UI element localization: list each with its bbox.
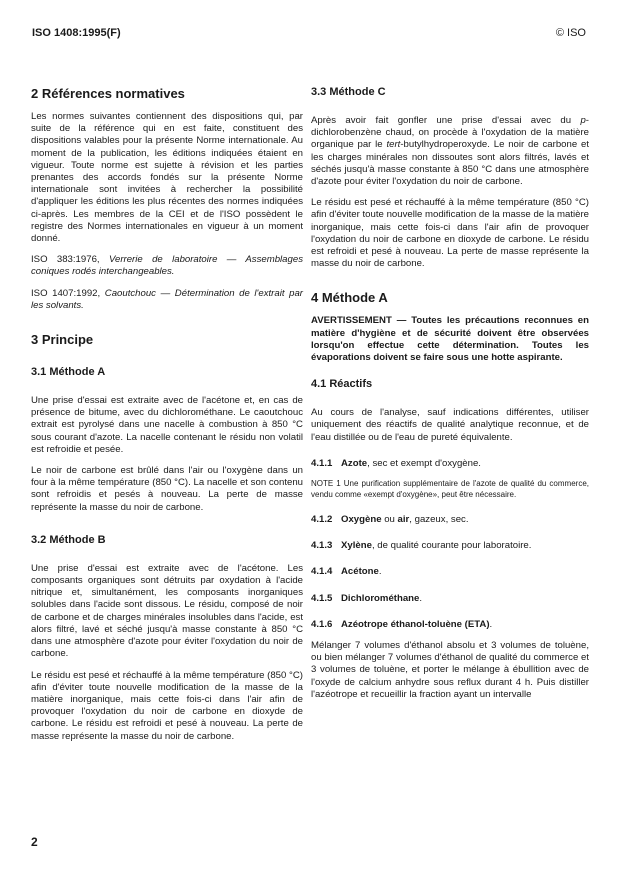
section-3-2-paragraph-2: Le résidu est pesé et réchauffé à la même température (850 °C) afin d'éviter toute nouvelle modification de la masse de la matière inorganique, mais cette fois-ci dans l'air afin de provoquer l'oxydation du noir de carbone en dioxyde de carbone. Le résidu est refroidi et pesé à nouveau. La perte de masse représente la masse du noir de carbone. [31, 669, 303, 742]
item-4-1-6: 4.1.6 Azéotrope éthanol-toluène (ETA). [311, 618, 493, 630]
reference-iso-383: ISO 383:1976, Verrerie de laboratoire — Assemblages coniques rodés interchangeables. [31, 254, 303, 278]
reference-iso-1407: ISO 1407:1992, Caoutchouc — Détermination de l'extrait par les solvants. [31, 287, 303, 311]
copyright-mark: © ISO [555, 27, 586, 39]
section-4-1-title: 4.1 Réactifs [311, 378, 373, 391]
section-3-title: 3 Principe [31, 332, 94, 348]
section-3-1-paragraph-2: Le noir de carbone est brûlé dans l'air ou l'oxygène dans un four à la même température (850 °C). La nacelle et son contenu sont refroidis et pesés à nouveau. La perte de masse représente la masse du noir de carbone. [31, 465, 303, 513]
item-4-1-4: 4.1.4 Acétone. [311, 566, 382, 578]
item-4-1-5: 4.1.5 Dichlorométhane. [311, 592, 423, 604]
item-4-1-1: 4.1.1 Azote, sec et exempt d'oxygène. [311, 457, 481, 469]
section-3-3-paragraph-1: Après avoir fait gonfler une prise d'essai avec du p-dichlorobenzène chaud, on procède à l'oxydation de la matière organique par le tert-butylhydroperoxyde. Le noir de carbone et les charges minérales non dissoutes sont alors filtrés, lavés et séchés jusqu'à masse constante à 850 °C dans une atmosphère d'azote pour éviter l'oxydation du noir de carbone. [311, 115, 589, 188]
item-4-1-2: 4.1.2 Oxygène ou air, gazeux, sec. [311, 514, 469, 526]
section-3-1-title: 3.1 Méthode A [31, 366, 106, 379]
section-3-3-title: 3.3 Méthode C [311, 86, 386, 98]
section-3-1-paragraph-1: Une prise d'essai est extraite avec de l'acétone et, en cas de présence de bitume, avec du dichlorométhane. Le caoutchouc extrait est pyrolysé dans une nacelle à combustion à 850 °C sous courant d'azote. La nacelle contenant le résidu non volatil est refroidie et pesée. [31, 395, 303, 455]
note-1: NOTE 1 Une purification supplémentaire de l'azote de qualité du commerce, vendu comme «exempt d'oxygène», peut être nécessaire. [311, 479, 589, 499]
section-2-title: 2 Références normatives [31, 86, 185, 101]
standard-reference: ISO 1408:1995(F) [32, 27, 121, 39]
section-2-paragraph: Les normes suivantes contiennent des dispositions qui, par suite de la référence qui en est faite, constituent des dispositions valables pour la présente Norme internationale. Au moment de la publication, les éditions indiquées étaient en vigueur. Toute norme est sujette à révision et les parties prenantes des accords fondés sur la présente Norme internationale sont invitées à rechercher la possibilité d'appliquer les éditions les plus récentes des normes indiquées ci-après. Les membres de la CEI et de l'ISO possèdent le registre des Normes internationales en vigueur à un moment donné. [31, 111, 303, 245]
item-4-1-6-paragraph: Mélanger 7 volumes d'éthanol absolu et 3 volumes de toluène, ou bien mélanger 7 volumes d'éthanol de qualité du commerce et 3 volumes de toluène, et porter le mélange à ébullition avec de l'oxyde de calcium anhydre sous reflux durant 4 h. Puis distiller l'azéotrope et recueillir la fraction ayant un intervalle [311, 640, 589, 700]
section-3-3-paragraph-2: Le résidu est pesé et réchauffé à la même température (850 °C) afin d'éviter toute nouvelle modification de la masse de la matière inorganique, mais cette fois-ci dans l'air afin de provoquer l'oxydation du noir de carbone en dioxyde de carbone. Le résidu est refroidi et pesé à nouveau. La perte de masse représente la masse du noir de carbone. [311, 197, 589, 270]
right-column [311, 86, 589, 701]
section-3-2-title: 3.2 Méthode B [31, 533, 106, 546]
left-column [31, 86, 303, 743]
safety-warning: AVERTISSEMENT — Toutes les précautions reconnues en matière d'hygiène et de sécurité doivent être observées lorsqu'on effectue cette détermination. Toutes les évaporations doivent se faire sous une hotte aspirante. [311, 315, 589, 364]
item-4-1-3: 4.1.3 Xylène, de qualité courante pour laboratoire. [311, 540, 532, 552]
section-3-2-paragraph-1: Une prise d'essai est extraite avec de l'acétone. Les composants organiques sont détruits par oxydation à l'acide nitrique et, simultanément, les composants inorganiques solubles dans l'acide sont dissous. Le résidu, composé de noir de carbone et de charges minérales insolubles dans l'acide, est alors filtré, lavé et séché jusqu'à masse constante à 850 °C dans une atmosphère d'azote pour éviter l'oxydation du noir de carbone. [31, 562, 303, 660]
page-number: 2 [31, 835, 38, 849]
section-4-title: 4 Méthode A [311, 290, 388, 306]
section-4-1-paragraph: Au cours de l'analyse, sauf indications différentes, utiliser uniquement des réactifs de qualité analytique reconnue, et de l'eau distillée ou de l'eau de pureté équivalente. [311, 407, 589, 443]
